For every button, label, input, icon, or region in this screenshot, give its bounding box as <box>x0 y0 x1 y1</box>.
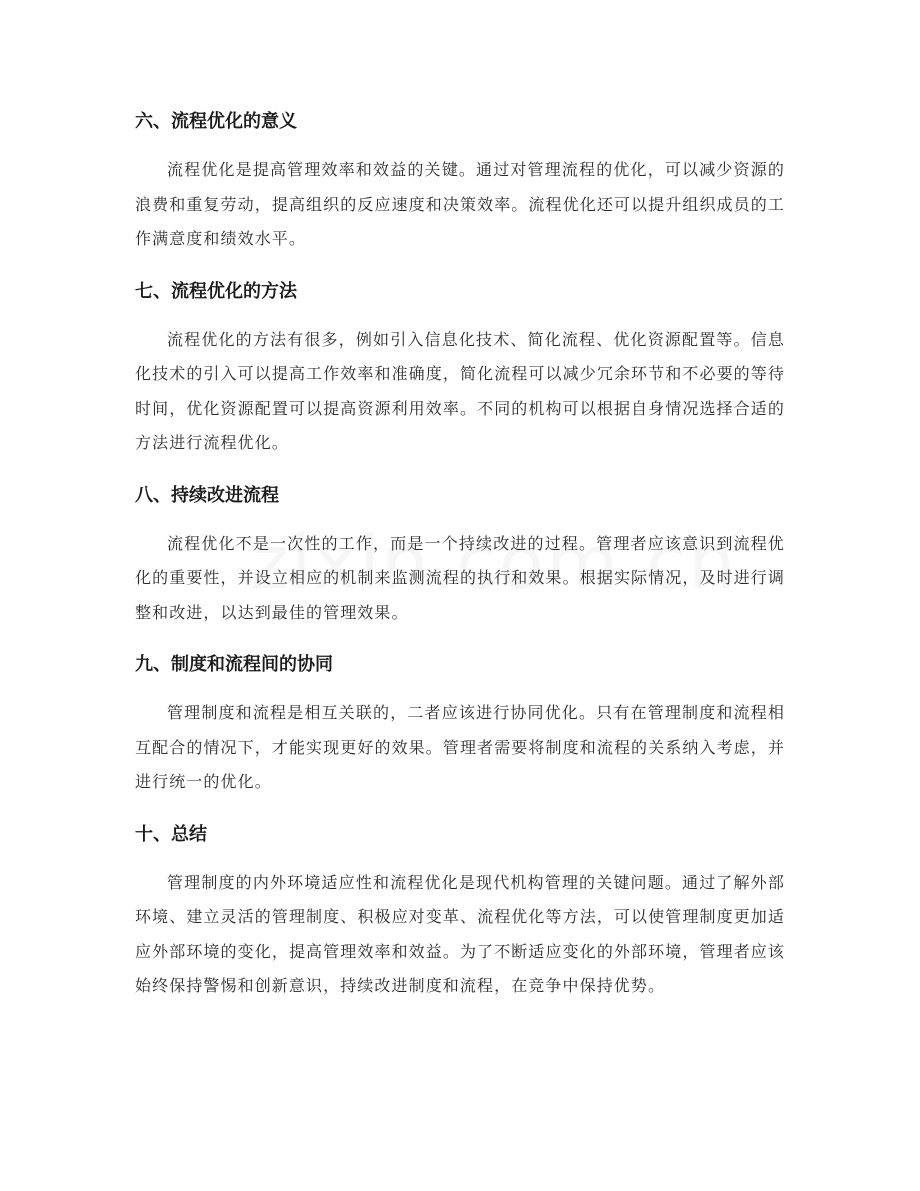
section-heading-9: 九、制度和流程间的协同 <box>135 654 333 675</box>
section-body-10: 管理制度的内外环境适应性和流程优化是现代机构管理的关键问题。通过了解外部环境、建立灵活的管理制度、积极应对变革、流程优化等方法，可以使管理制度更加适应外部环境的变化，提高管理效率和效益。为了不断适应变化的外部环境，管理者应该始终保持警惕和创新意识，持续改进制度和流程，在竞争中保持优势。 <box>135 872 785 995</box>
section-heading-7: 七、流程优化的方法 <box>135 280 297 302</box>
section-body-8: 流程优化不是一次性的工作，而是一个持续改进的过程。管理者应该意识到流程优化的重要性，并设立相应的机制来监测流程的执行和效果。根据实际情况，及时进行调整和改进，以达到最佳的管理效果。 <box>135 533 785 622</box>
section-heading-8: 八、持续改进流程 <box>135 484 279 506</box>
document-content <box>135 105 785 1022</box>
section-body-7: 流程优化的方法有很多，例如引入信息化技术、简化流程、优化资源配置等。信息化技术的引入可以提高工作效率和准确度，简化流程可以减少冗余环节和不必要的等待时间，优化资源配置可以提高资源利用效率。不同的机构可以根据自身情况选择合适的方法进行流程优化。 <box>135 329 785 452</box>
section-heading-6: 六、流程优化的意义 <box>135 111 297 132</box>
section-body-6: 流程优化是提高管理效率和效益的关键。通过对管理流程的优化，可以减少资源的浪费和重复劳动，提高组织的反应速度和决策效率。流程优化还可以提升组织成员的工作满意度和绩效水平。 <box>135 160 785 248</box>
section-heading-10: 十、总结 <box>135 823 207 845</box>
section-body-9: 管理制度和流程是相互关联的，二者应该进行协同优化。只有在管理制度和流程相互配合的情况下，才能实现更好的效果。管理者需要将制度和流程的关系纳入考虑，并进行统一的优化。 <box>135 703 785 791</box>
